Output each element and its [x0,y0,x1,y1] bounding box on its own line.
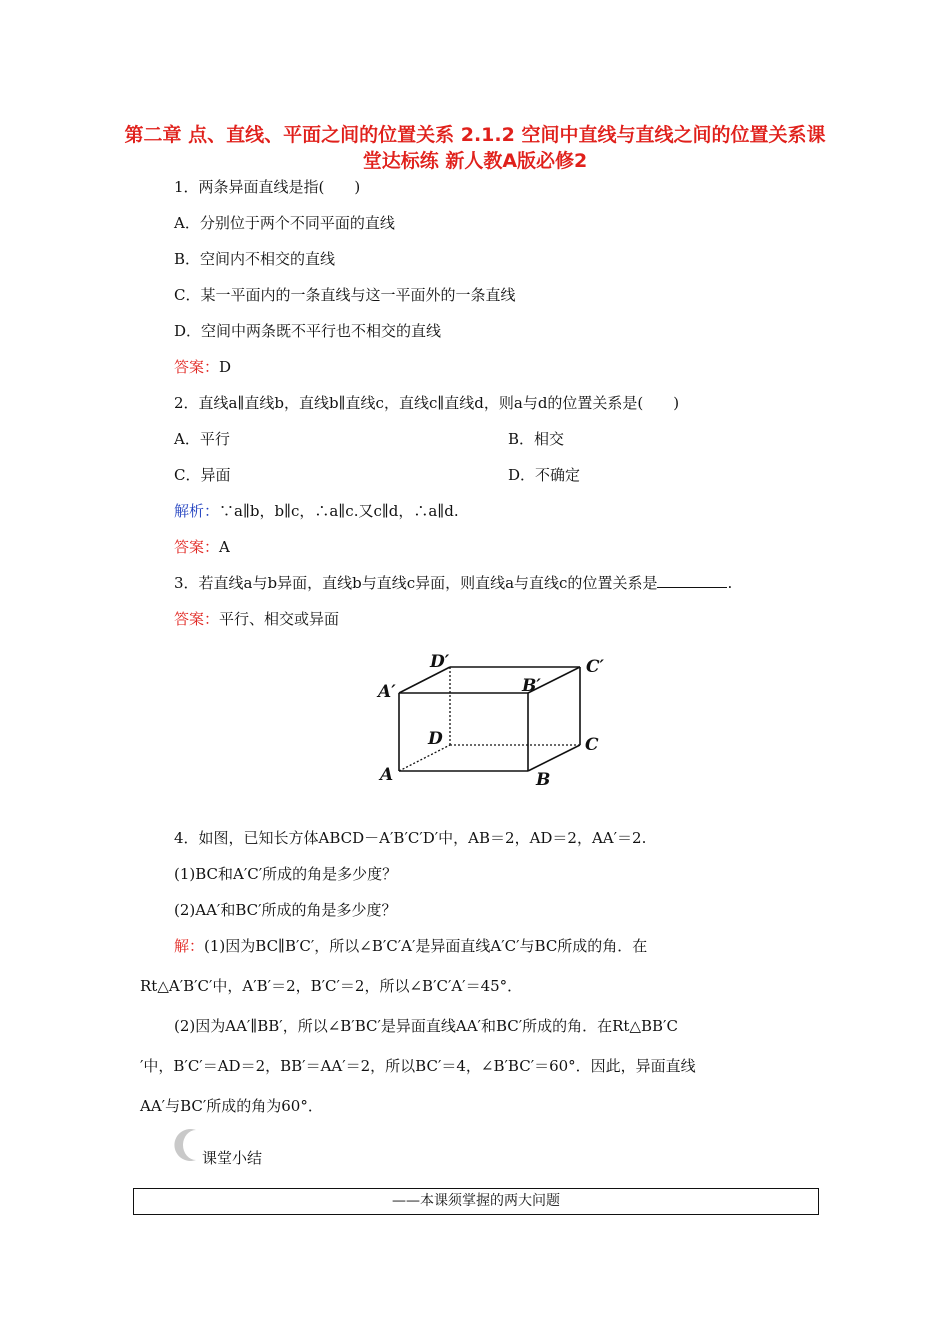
q2-option-a: A．平行 [174,430,230,448]
q2-stem: 2．直线a∥直线b，直线b∥直线c，直线c∥直线d，则a与d的位置关系是( ) [174,394,680,412]
label-a: A [380,765,394,785]
label-a-prime: A′ [378,682,396,702]
edge-b-c [528,745,580,771]
summary-title: 课堂小结 [202,1149,263,1167]
q4-solution-2b: ′中，B′C′＝AD＝2，BB′＝AA′＝2，所以BC′＝4，∠B′BC′＝60°．因此，异面直线 [140,1057,696,1075]
cuboid-figure [370,645,610,795]
label-d: D [428,729,443,749]
q1-option-b: B．空间内不相交的直线 [174,250,336,268]
q1-option-c: C．某一平面内的一条直线与这一平面外的一条直线 [174,286,516,304]
q4-part-1: (1)BC和A′C′所成的角是多少度？ [174,865,398,883]
q3-stem [174,573,732,593]
q4-part-2: (2)AA′和BC′所成的角是多少度？ [174,901,397,919]
q3-stem-text: 3．若直线a与b异面，直线b与直线c异面，则直线a与直线c的位置关系是 [174,574,658,592]
answer-value: D [219,358,232,376]
q2-option-d: D．不确定 [508,466,581,484]
answer-label: 答案： [174,358,220,376]
label-b-prime: B′ [522,676,541,696]
q4-solution-2c: AA′与BC′所成的角为60°． [140,1097,323,1115]
q3-stem-end: . [727,574,733,592]
answer-label: 答案： [174,610,220,628]
summary-heading [172,1125,312,1165]
analysis-text: ∵a∥b，b∥c，∴a∥c.又c∥d，∴a∥d. [219,502,459,520]
q2-option-c: C．异面 [174,466,231,484]
q4-solution-1b: Rt△A′B′C′中，A′B′＝2，B′C′＝2，所以∠B′C′A′＝45°． [140,977,523,995]
q4-solution-1a [174,936,647,956]
q1-option-d: D．空间中两条既不平行也不相交的直线 [174,322,442,340]
q2-option-b: B．相交 [508,430,565,448]
answer-label: 答案： [174,538,220,556]
solution-text: (1)因为BC∥B′C′，所以∠B′C′A′是异面直线A′C′与BC所成的角．在 [204,937,648,955]
analysis-label: 解析： [174,502,220,520]
page-title: 第二章 点、直线、平面之间的位置关系 2.1.2 空间中直线与直线之间的位置关系课堂达标练 新人教A版必修2 [124,124,826,172]
q1-answer [174,357,231,377]
q3-answer [174,609,339,629]
solution-label: 解： [174,937,205,955]
label-b: B [536,770,551,790]
q4-stem: 4．如图，已知长方体ABCD－A′B′C′D′中，AB＝2，AD＝2，AA′＝2. [174,829,647,847]
label-c-prime: C′ [586,657,605,677]
q4-solution-2a: (2)因为AA′∥BB′，所以∠B′BC′是异面直线AA′和BC′所成的角．在Rt△BB′C [174,1017,678,1035]
q1-option-a: A．分别位于两个不同平面的直线 [174,214,395,232]
answer-value: 平行、相交或异面 [219,610,340,628]
fill-in-blank [657,573,727,588]
label-c: C [585,735,599,755]
summary-box: ——本课须掌握的两大问题 [133,1188,819,1215]
q1-stem: 1．两条异面直线是指( ) [174,178,361,196]
label-d-prime: D′ [430,652,450,672]
q2-analysis [174,501,459,521]
crescent-icon [172,1127,206,1163]
answer-value: A [219,538,230,556]
q2-answer [174,537,230,557]
